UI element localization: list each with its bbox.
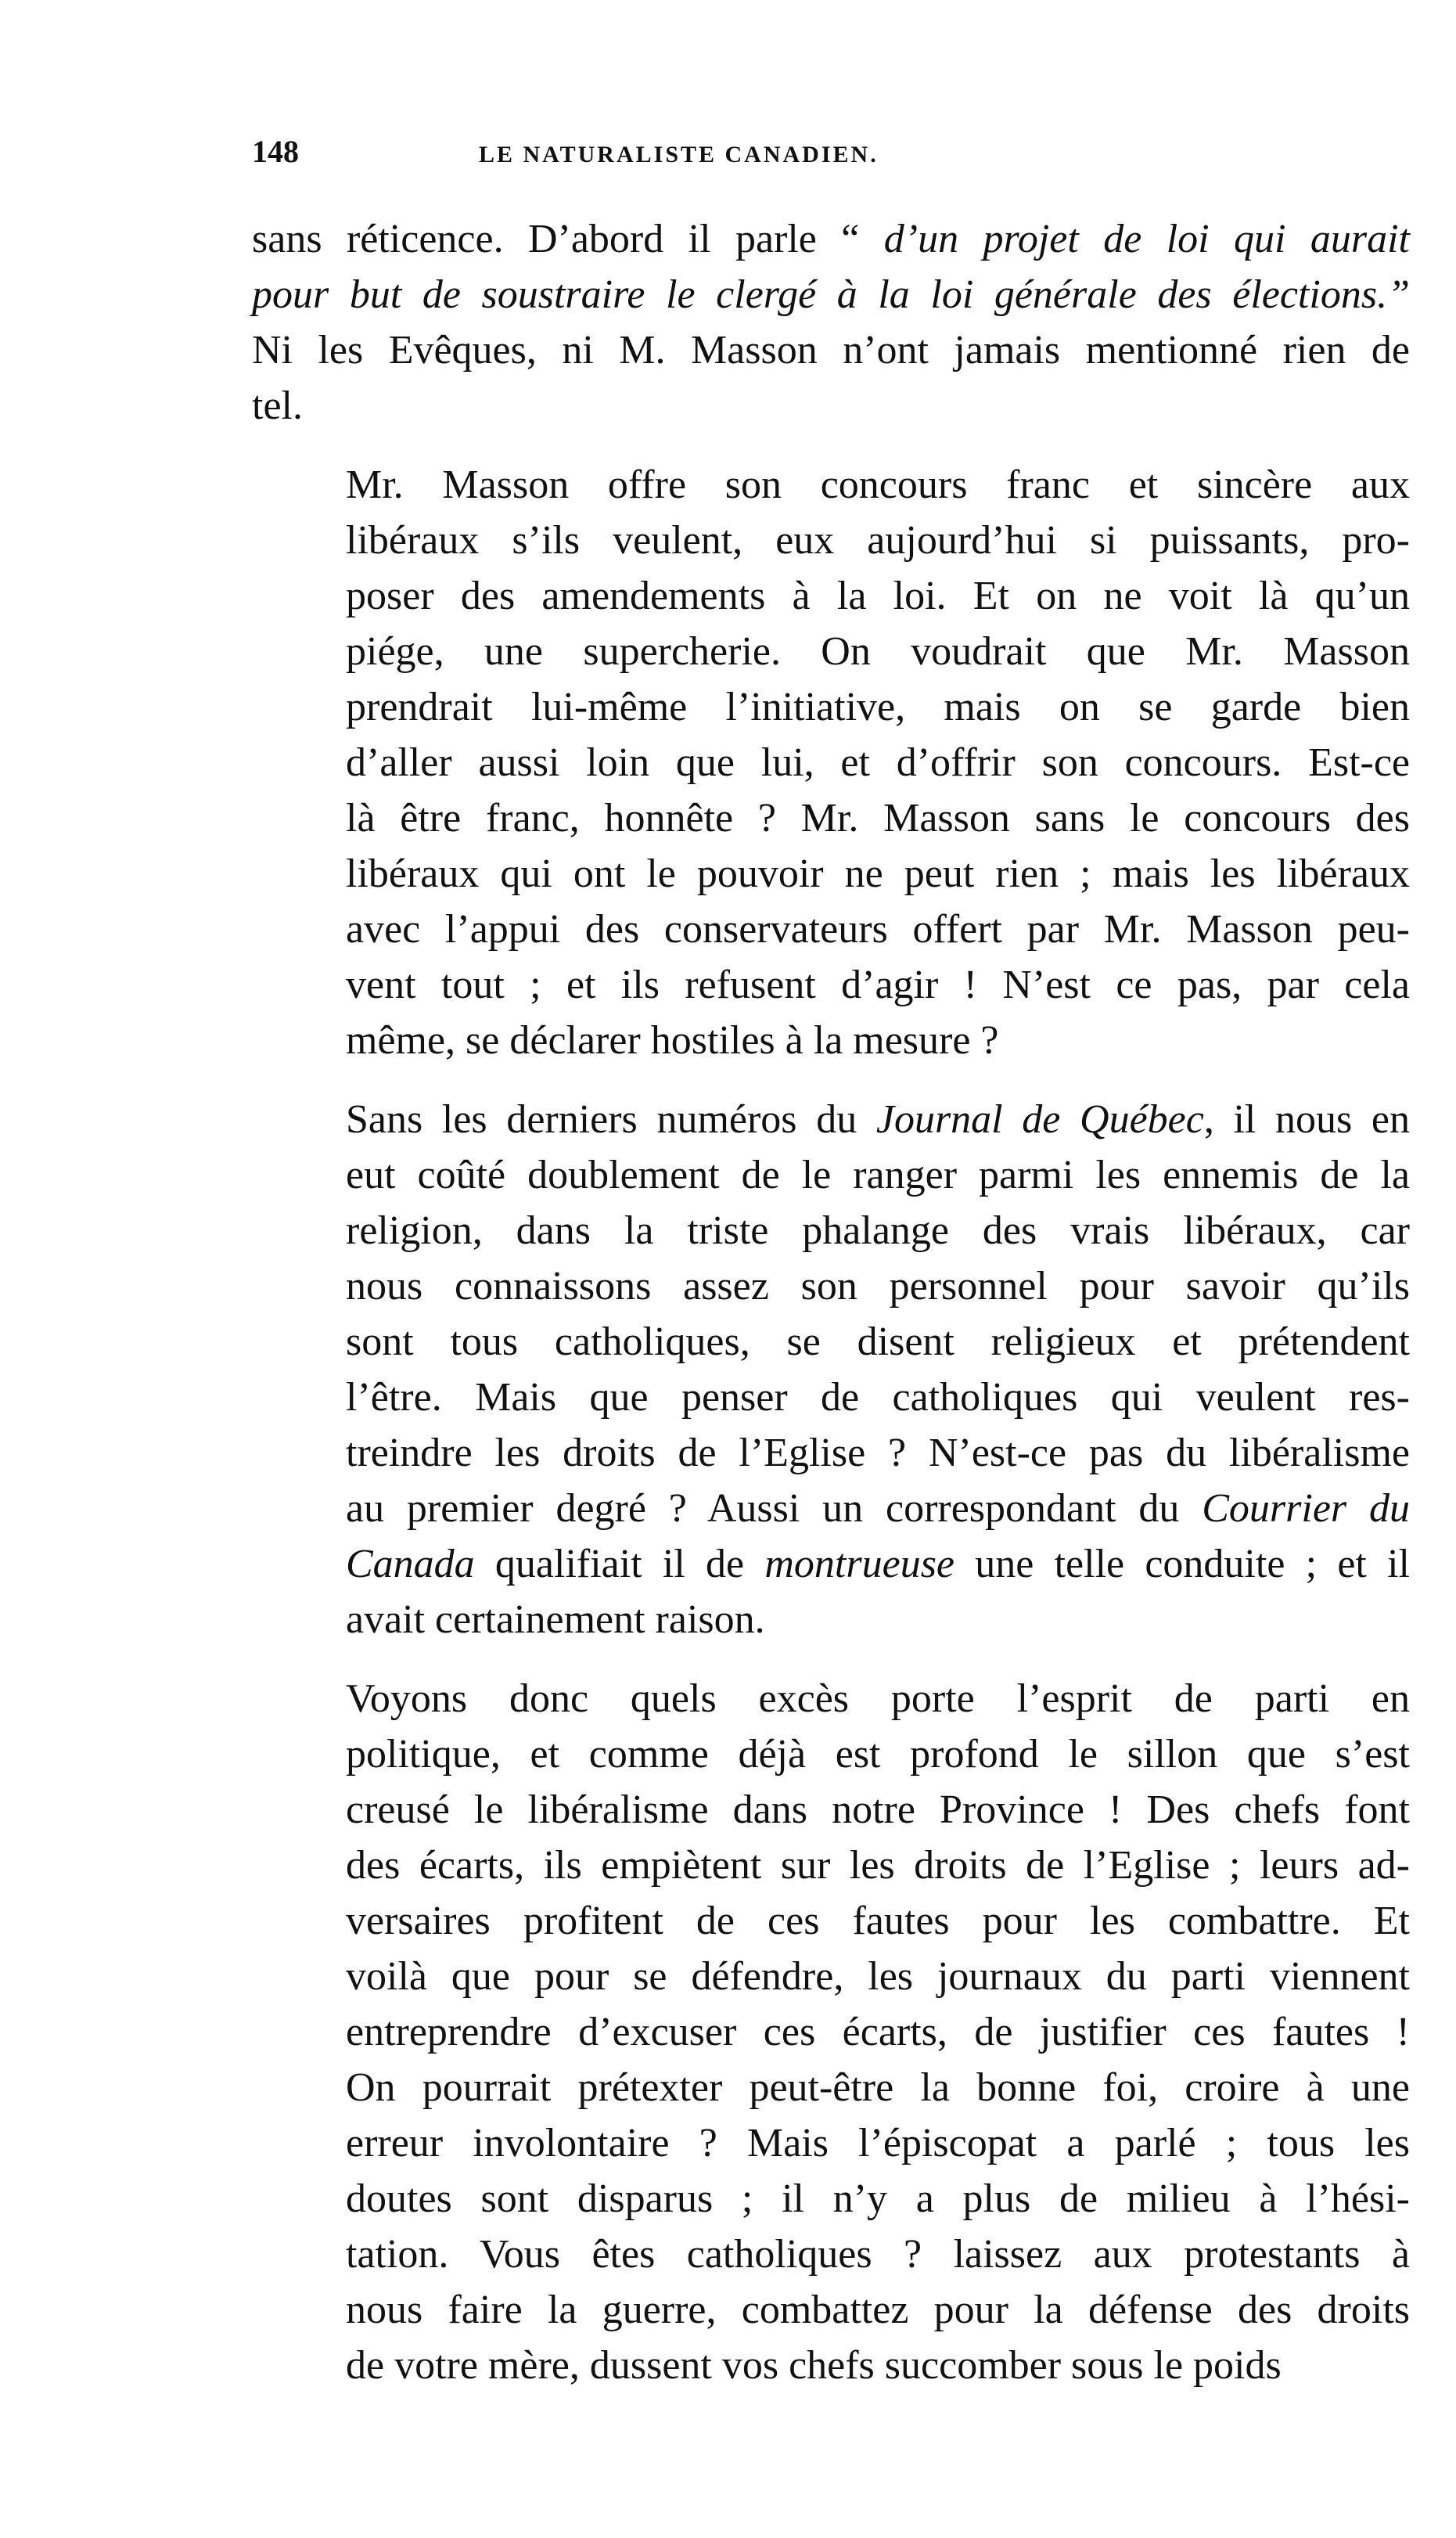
paragraph	[252, 1092, 1410, 1647]
text-segment: tation. Vous êtes catholiques ? laissez aux protestants à	[346, 2232, 1410, 2277]
text-segment: Voyons donc quels excès porte l’esprit de parti en	[346, 1676, 1410, 1721]
text-line	[252, 267, 1410, 322]
text-segment: religion, dans la triste phalange des vrais libéraux, car	[346, 1208, 1410, 1253]
text-segment: Mr. Masson offre son concours franc et sincère aux	[346, 463, 1410, 507]
text-line	[252, 2282, 1410, 2338]
text-line	[252, 211, 1410, 267]
text-line	[252, 790, 1410, 846]
text-line	[252, 568, 1410, 624]
text-line	[252, 513, 1410, 568]
text-line	[252, 1893, 1410, 1949]
text-segment: Sans les derniers numéros du	[346, 1097, 876, 1142]
text-line	[252, 957, 1410, 1013]
text-line	[252, 1258, 1410, 1314]
text-line	[252, 2338, 1410, 2393]
text-line	[252, 1481, 1410, 1536]
text-line	[252, 624, 1410, 679]
text-segment: de votre mère, dussent vos chefs succomber sous le poids	[346, 2343, 1282, 2388]
text-line	[252, 902, 1410, 957]
text-segment: libéraux s’ils veulent, eux aujourd’hui si puissants, pro-	[346, 518, 1410, 563]
text-line	[252, 2004, 1410, 2060]
paragraph	[252, 1671, 1410, 2393]
text-line	[252, 735, 1410, 790]
running-title: LE NATURALISTE CANADIEN.	[479, 142, 879, 167]
text-segment: entreprendre d’excuser ces écarts, de justifier ces fautes !	[346, 2010, 1410, 2054]
text-segment: nous connaissons assez son personnel pour savoir qu’ils	[346, 1264, 1410, 1309]
italic-segment: Journal de Québec	[875, 1097, 1204, 1142]
text-line	[252, 1370, 1410, 1425]
text-segment: creusé le libéralisme dans notre Province ! Des chefs font	[346, 1787, 1410, 1832]
text-line	[252, 1536, 1410, 1592]
text-line	[252, 1314, 1410, 1370]
text-segment: prendrait lui-même l’initiative, mais on se garde bien	[346, 685, 1410, 729]
paragraph	[252, 211, 1410, 434]
text-line	[252, 378, 1410, 434]
text-segment: sans réticence. D’abord il parle “	[252, 217, 884, 261]
text-segment: , il nous en	[1203, 1097, 1410, 1142]
text-line	[252, 846, 1410, 902]
text-segment: là être franc, honnête ? Mr. Masson sans le concours des	[346, 796, 1410, 841]
text-segment: poser des amendements à la loi. Et on ne voit là qu’un	[346, 574, 1410, 618]
text-segment: versaires profitent de ces fautes pour les combattre. Et	[346, 1899, 1410, 1943]
body-text	[252, 211, 1410, 2393]
text-segment: avait certainement raison.	[346, 1597, 765, 1642]
text-line	[252, 1092, 1410, 1147]
text-segment: l’être. Mais que penser de catholiques qui veulent res-	[346, 1375, 1410, 1420]
text-segment: avec l’appui des conservateurs offert par Mr. Masson peu-	[346, 907, 1410, 952]
text-segment: erreur involontaire ? Mais l’épiscopat a parlé ; tous les	[346, 2121, 1410, 2165]
text-line	[252, 1838, 1410, 1893]
text-segment: politique, et comme déjà est profond le sillon que s’est	[346, 1732, 1410, 1777]
italic-segment: Courrier du	[1202, 1486, 1410, 1531]
text-segment: eut coûté doublement de le ranger parmi les ennemis de la	[346, 1153, 1410, 1197]
paragraph	[252, 457, 1410, 1068]
text-line	[252, 2171, 1410, 2227]
text-line	[252, 1147, 1410, 1203]
text-segment: tel.	[252, 383, 303, 428]
page-number: 148	[252, 134, 299, 169]
text-segment: Ni les Evêques, ni M. Masson n’ont jamais mentionné rien de	[252, 328, 1410, 373]
text-segment: d’aller aussi loin que lui, et d’offrir son concours. Est-ce	[346, 740, 1410, 785]
text-line	[252, 2060, 1410, 2115]
text-segment: même, se déclarer hostiles à la mesure ?	[346, 1018, 999, 1063]
text-segment: au premier degré ? Aussi un correspondant du	[346, 1486, 1203, 1531]
text-line	[252, 1726, 1410, 1782]
text-line	[252, 1671, 1410, 1726]
text-line	[252, 457, 1410, 513]
text-segment: une telle conduite ; et il	[954, 1542, 1411, 1586]
text-segment: On pourrait prétexter peut-être la bonne foi, croire à une	[346, 2065, 1410, 2110]
italic-segment: pour but de soustraire le clergé à la loi générale des élections.”	[252, 272, 1410, 317]
italic-segment: d’un projet de loi qui aurait	[883, 217, 1410, 261]
text-segment: libéraux qui ont le pouvoir ne peut rien ; mais les libéraux	[346, 851, 1410, 896]
text-segment: nous faire la guerre, combattez pour la défense des droits	[346, 2288, 1410, 2332]
page-header	[252, 133, 1410, 180]
text-segment: treindre les droits de l’Eglise ? N’est-ce pas du libéralisme	[346, 1431, 1410, 1475]
text-line	[252, 1013, 1410, 1068]
text-segment: qualifiait il de	[474, 1542, 765, 1586]
text-line	[252, 679, 1410, 735]
text-segment: doutes sont disparus ; il n’y a plus de milieu à l’hési-	[346, 2176, 1410, 2221]
text-line	[252, 2227, 1410, 2282]
text-segment: sont tous catholiques, se disent religieux et prétendent	[346, 1319, 1410, 1364]
book-page	[252, 133, 1410, 2417]
text-line	[252, 2115, 1410, 2171]
text-line	[252, 1949, 1410, 2004]
text-segment: voilà que pour se défendre, les journaux du parti viennent	[346, 1954, 1410, 1999]
italic-segment: Canada	[346, 1542, 475, 1586]
text-line	[252, 1782, 1410, 1838]
text-segment: piége, une supercherie. On voudrait que Mr. Masson	[346, 629, 1410, 674]
text-line	[252, 1203, 1410, 1258]
text-line	[252, 1592, 1410, 1647]
text-segment: des écarts, ils empiètent sur les droits de l’Eglise ; leurs ad-	[346, 1843, 1410, 1888]
italic-segment: montrueuse	[764, 1542, 955, 1586]
text-line	[252, 322, 1410, 378]
text-segment: vent tout ; et ils refusent d’agir ! N’est ce pas, par cela	[346, 963, 1410, 1007]
text-line	[252, 1425, 1410, 1481]
